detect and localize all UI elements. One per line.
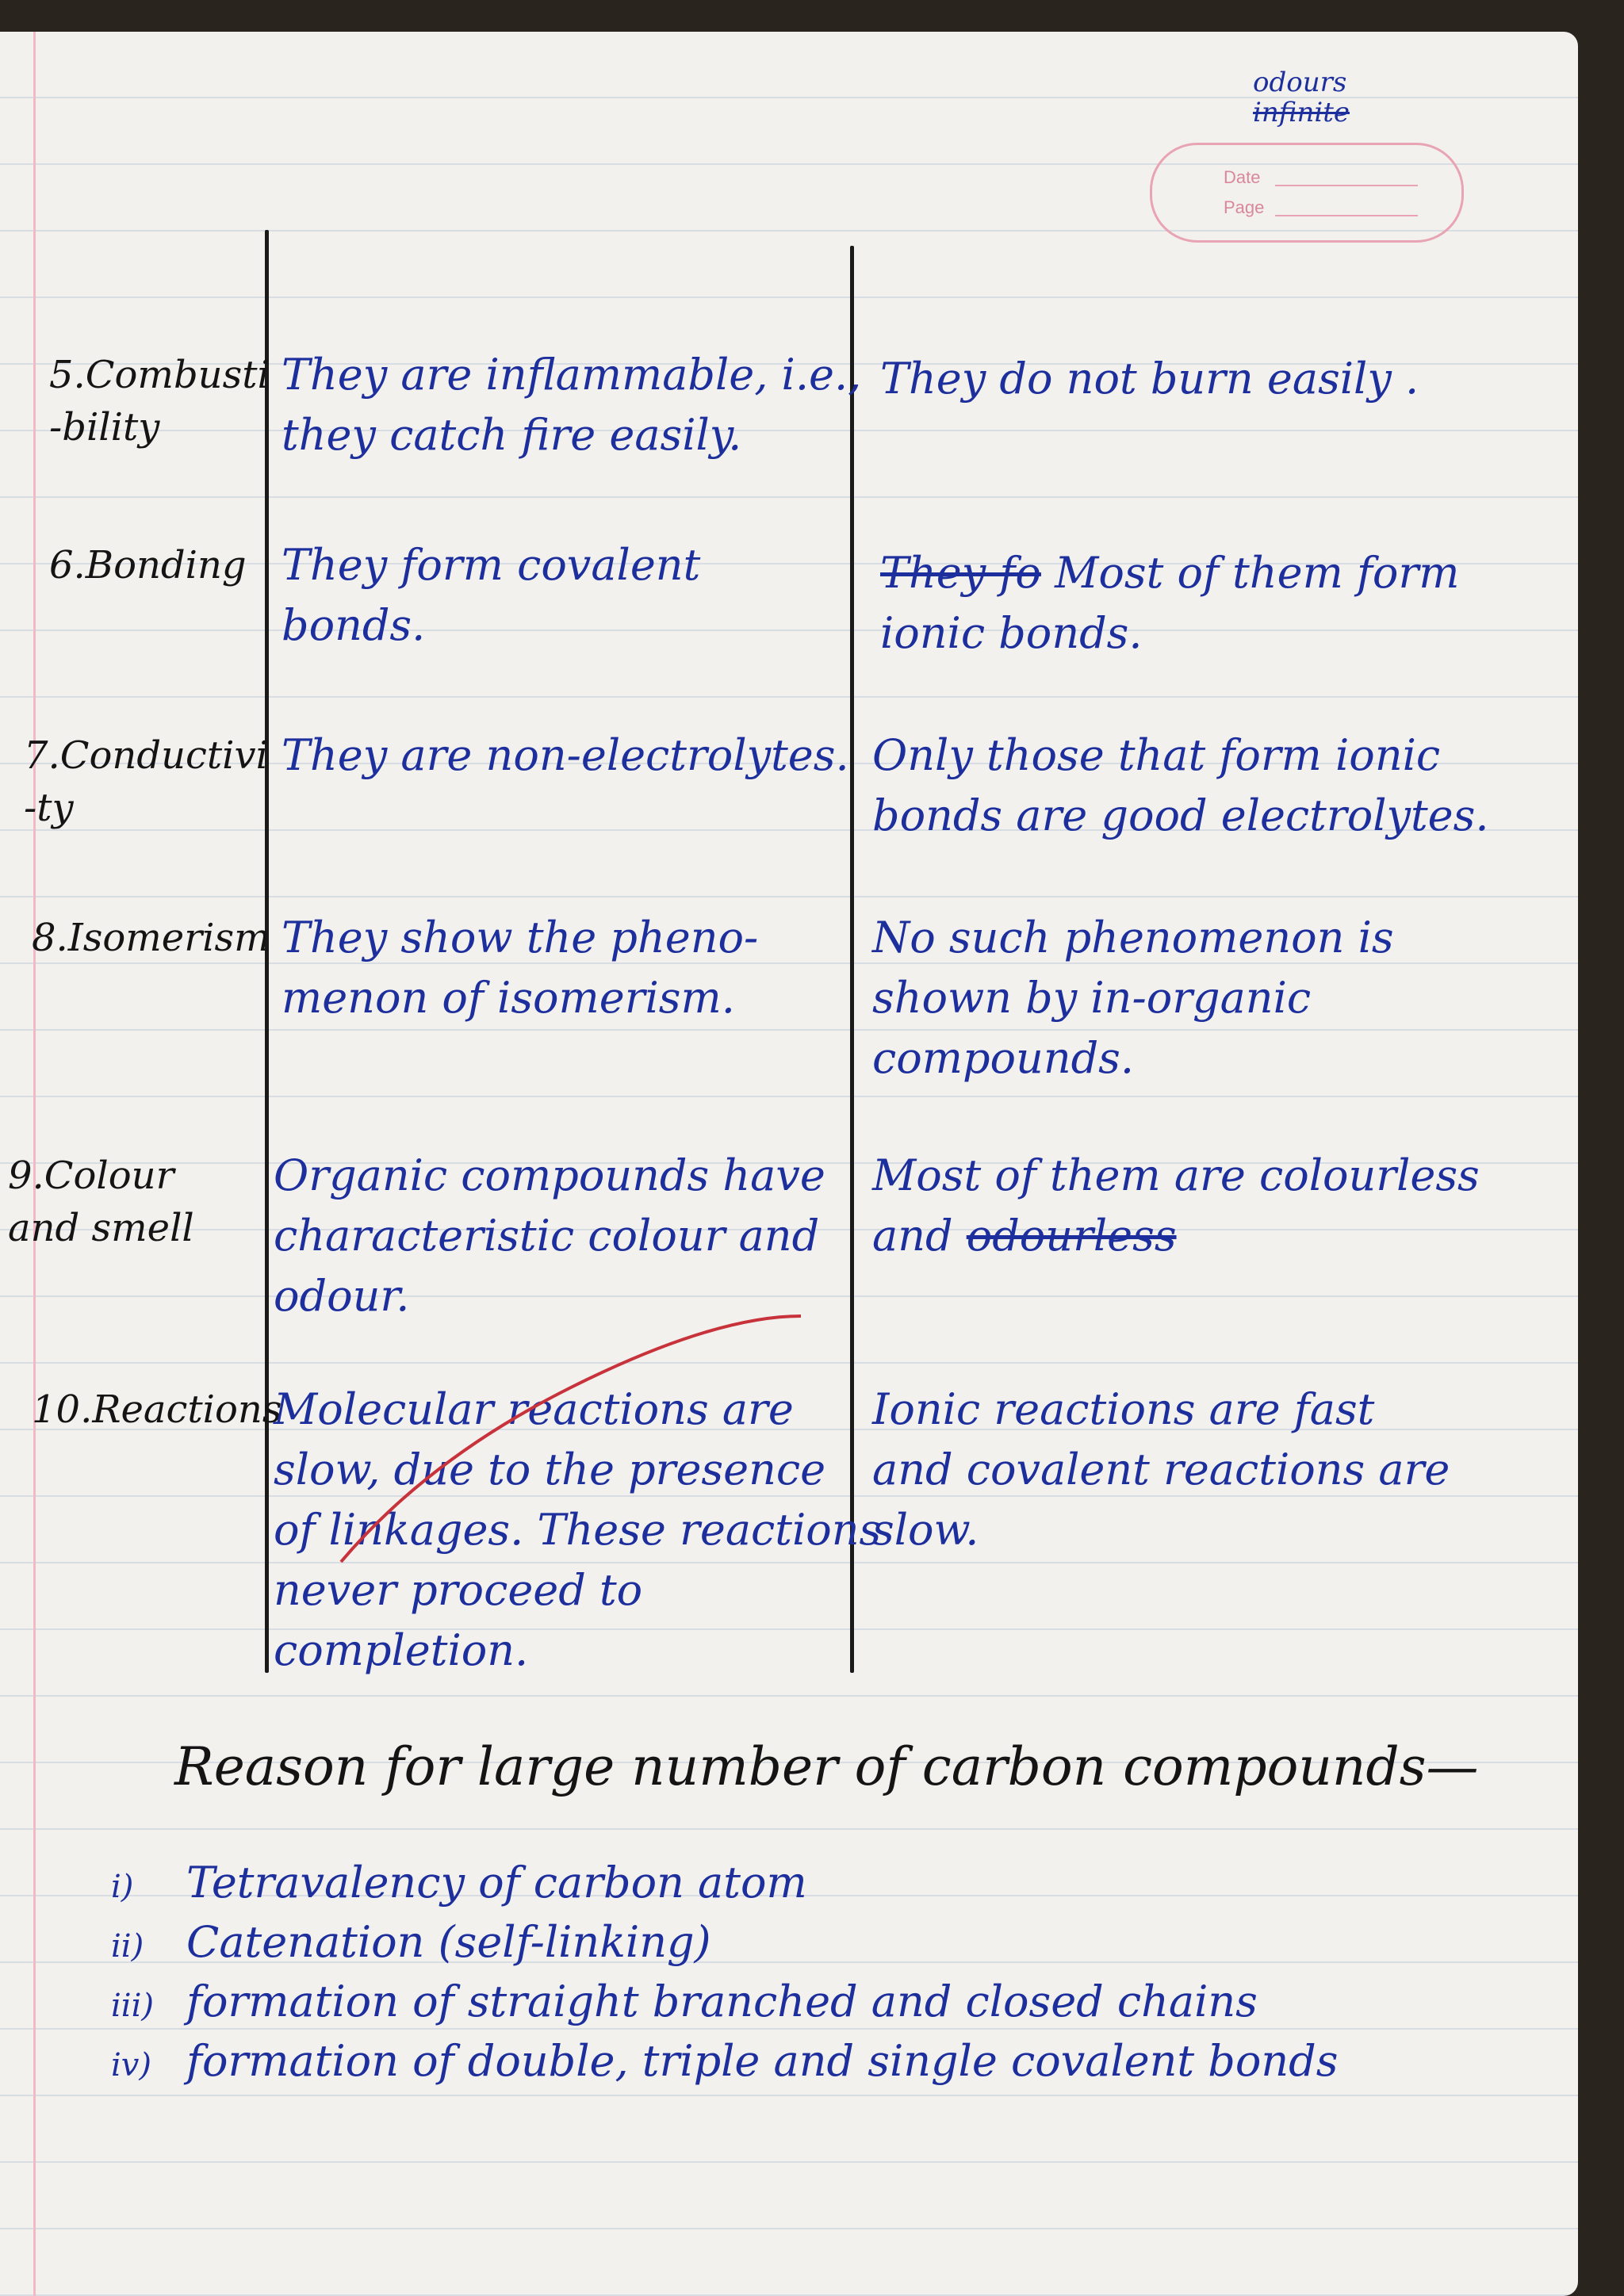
reason-text: formation of straight branched and closed chains bbox=[186, 1976, 1258, 2026]
row-inorganic: No such phenomenon is shown by in-organic compounds. bbox=[872, 913, 1394, 1083]
reasons-list bbox=[111, 1855, 1338, 2093]
row-inorganic: Only those that form ionic bonds are good electrolytes. bbox=[872, 730, 1489, 840]
reason-text: Catenation (self-linking) bbox=[186, 1917, 711, 1967]
notebook-page bbox=[0, 32, 1578, 2296]
row-property: 5.Combusti -bility bbox=[49, 353, 270, 450]
row-organic: They are inflammable, i.e., they catch fire easily. bbox=[282, 350, 862, 460]
struck-text: odourless bbox=[966, 1211, 1177, 1261]
row-property: 7.Conductivi -ty bbox=[24, 733, 268, 830]
struck-text: They fo bbox=[880, 548, 1041, 598]
inorganic-text: Most of them form ionic bonds. bbox=[880, 548, 1460, 658]
row-inorganic bbox=[872, 1146, 1480, 1266]
row-property: 9.Colour and smell bbox=[8, 1154, 194, 1250]
reason-number: iii) bbox=[111, 1988, 154, 2024]
red-correction-mark bbox=[333, 1300, 809, 1570]
section-heading: Reason for large number of carbon compounds— bbox=[174, 1736, 1479, 1797]
row-inorganic: They do not burn easily . bbox=[880, 354, 1419, 404]
date-page-box bbox=[1150, 143, 1464, 243]
page-line bbox=[1275, 215, 1418, 216]
row-inorganic: Ionic reactions are fast and covalent reactions are slow. bbox=[872, 1384, 1450, 1555]
reason-number: ii) bbox=[111, 1928, 144, 1965]
corner-words bbox=[1253, 67, 1350, 128]
list-item bbox=[111, 1915, 1338, 1974]
date-line bbox=[1275, 185, 1418, 186]
corner-word-2: infinite bbox=[1253, 97, 1350, 128]
page-label: Page bbox=[1224, 197, 1265, 217]
list-item bbox=[111, 1974, 1338, 2034]
row-inorganic bbox=[880, 543, 1459, 664]
row-property: 6.Bonding bbox=[49, 543, 247, 587]
list-item bbox=[111, 1855, 1338, 1915]
inorganic-text: Most of them are colourless and bbox=[872, 1150, 1480, 1261]
row-organic: They form covalent bonds. bbox=[282, 540, 701, 650]
reason-number: iv) bbox=[111, 2047, 151, 2084]
reason-text: formation of double, triple and single covalent bonds bbox=[186, 2036, 1339, 2086]
row-organic: Organic compounds have characteristic colour and odour. bbox=[274, 1150, 825, 1321]
corner-word-1: odours bbox=[1253, 67, 1347, 98]
list-item bbox=[111, 2034, 1338, 2093]
row-organic: Molecular reactions are slow, due to the presence of linkages. These reactions never proceed to completion. bbox=[274, 1384, 882, 1675]
reason-text: Tetravalency of carbon atom bbox=[186, 1858, 807, 1908]
row-organic: They show the pheno- menon of isomerism. bbox=[282, 913, 759, 1023]
row-property: 8.Isomerism bbox=[32, 916, 270, 960]
reason-number: i) bbox=[111, 1869, 134, 1905]
row-property: 10.Reactions bbox=[32, 1387, 282, 1432]
date-label: Date bbox=[1224, 167, 1261, 187]
row-organic: They are non-electrolytes. bbox=[282, 730, 849, 780]
